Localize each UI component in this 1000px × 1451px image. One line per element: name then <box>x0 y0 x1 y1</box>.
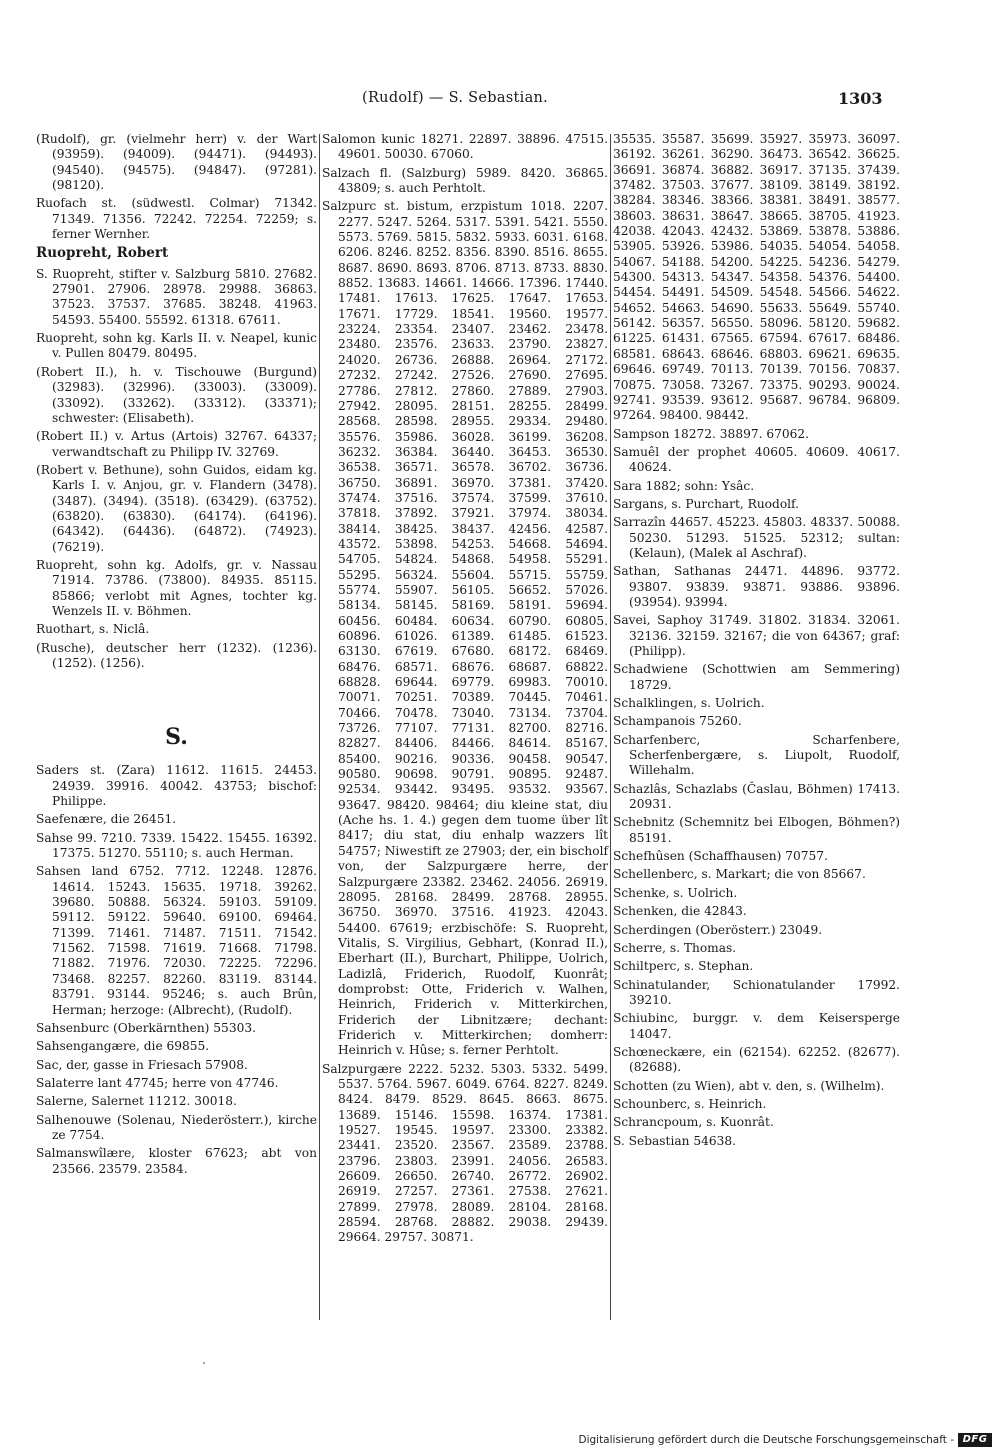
index-entry: Schotten (zu Wien), abt v. den, s. (Wilhelm). <box>613 1078 885 1093</box>
index-entry: Schounberc, s. Heinrich. <box>613 1096 767 1111</box>
index-entry: Ruopreht, sohn kg. Adolfs, gr. v. Nassau 71914. 73786. (73800). 84935. 85115. 85866; verlobt mit Agnes, tochter kg. Wenzels II. v. Böhmen. <box>36 557 317 618</box>
column-divider <box>610 134 611 1320</box>
index-entry: Ruothart, s. Niclâ. <box>36 622 150 637</box>
index-entry: Salomon kunic 18271. 22897. 38896. 47515. 49601. 50030. 67060. <box>322 132 608 162</box>
index-entry: Savei, Saphoy 31749. 31802. 31834. 32061. 32136. 32159. 32167; die von 64367; graf: (Philipp). <box>613 613 900 658</box>
index-entry: Salmanswîlære, kloster 67623; abt von 23566. 23579. 23584. <box>36 1146 317 1176</box>
index-entry: Salzpurc st. bistum, erzpistum 1018. 2207. 2277. 5247. 5264. 5317. 5391. 5421. 5550. 5573. 5769. 5815. 5832. 5933. 6031. 6168. 6206. 8246. 8252. 8356. 8390. 8516. 8655. 8687. 8690. 8693. 8706. 8713. 8733. 8830. 8852. 13683. 14661. 14666. 17396. 17440. 17481. 17613. 17625. 17647. 17653. 17671. 17729. 18541. 19560. 19577. 23224. 23354. 23407. 23462. 23478. 23480. 23576. 23633. 23790. 23827. 24020. 26736. 26888. 26964. 27172. 27232. 27242. 27526. 27690. 27695. 27786. 27812. 27860. 27889. 27903. 27942. 28095. 28151. 28255. 28499. 28568. 28598. 28955. 29334. 29480. 35576. 35986. 36028. 36199. 36208. 36232. 36384. 36440. 36453. 36530. 36538. 36571. 36578. 36702. 36736. 36750. 36891. 36970. 37381. 37420. 37474. 37516. 37574. 37599. 37610. 37818. 37892. 37921. 37974. 38034. 38414. 38425. 38437. 42456. 42587. 43572. 53898. 54253. 54668. 54694. 54705. 54824. 54868. 54958. 55291. 55295. 56324. 55604. 55715. 55759. 55774. 55907. 56105. 56652. 57026. 58134. 58145. 58169. 58191. 59694. 60456. 60484. 60634. 60790. 60805. 60896. 61026. 61389. 61485. 61523. 63130. 67619. 67680. 68172. 68469. 68476. 68571. 68676. 68687. 68822. 68828. 69644. 69779. 69983. 70010. 70071. 70251. 70389. 70445. 70461. 70466. 70478. 73040. 73134. 73704. 73726. 77107. 77131. 82700. 82716. 82827. 84406. 84466. 84614. 85167. 85400. 90216. 90336. 90458. 90547. 90580. 90698. 90791. 90895. 92487. 92534. 93442. 93495. 93532. 93567. 93647. 98420. 98464; diu kleine stat, diu (Ache hs. 1. 4.) gegen dem tuome über lît 8417; diu stat, diu enhalp wazzers lît 54757; Niwestift ze 27903; der, ein bischolf von, der Salzpurgære herre, der Salzpurgære 23382. 23462. 24056. 26919. 28095. 28168. 28499. 28768. 28955. 36750. 36970. 37516. 41923. 42043. 54400. 67619; erzbischöfe: S. Ruopreht, Vitalis, S. Virgilius, Gebhart, (Konrad II.), Eberhart (II.), Burchart, Philippe, Uolrich, Ladizlâ, Friderich, Ruodolf, Kuonrât; domprobst: Otte, Friderich v. Walhen, Heinrich, Friderich v. Mitterkirchen, Friderich der Libnitzære; dechant: Friderich v. Mitterkirchen; domherr: Heinrich v. Hûse; s. ferner Perhtolt. <box>322 199 609 1058</box>
page-header <box>0 90 1000 114</box>
index-entry: Salerne, Salernet 11212. 30018. <box>36 1094 237 1109</box>
index-entry: Scherdingen (Oberösterr.) 23049. <box>613 922 823 937</box>
index-entry: Salzach fl. (Salzburg) 5989. 8420. 36865. 43809; s. auch Perhtolt. <box>322 165 608 196</box>
index-entry: Schiubinc, burggr. v. dem Keisersperge 14047. <box>613 1011 900 1041</box>
index-entry: Sahsengangære, die 69855. <box>36 1039 210 1054</box>
index-entry: Schenke, s. Uolrich. <box>613 885 738 900</box>
index-entry: Schadwiene (Schottwien am Semmering) 18729. <box>613 662 900 692</box>
index-entry: (Rudolf), gr. (vielmehr herr) v. der Wart (93959). (94009). (94471). (94493). (94540). (94575). (94847). (97281). (98120). <box>36 132 317 193</box>
index-entry: Salhenouwe (Solenau, Niederösterr.), kirche ze 7754. <box>36 1112 317 1142</box>
index-entry: Scharfenberc, Scharfenbere, Scherfenbergære, s. Liupolt, Ruodolf, Willehalm. <box>613 732 900 778</box>
index-entry: Sahse 99. 7210. 7339. 15422. 15455. 16392. 17375. 51270. 55110; s. auch Herman. <box>36 830 317 861</box>
index-column-1 <box>36 132 317 1180</box>
index-entry: Schazlâs, Schazlabs (Časlau, Böhmen) 17413. 20931. <box>613 781 900 812</box>
dfg-logo: DFG <box>958 1433 992 1447</box>
index-column-2 <box>322 132 608 1249</box>
column-divider <box>319 134 320 1320</box>
index-entry: (Rusche), deutscher herr (1232). (1236). (1252). (1256). <box>36 640 317 670</box>
index-entry: Sac, der, gasse in Friesach 57908. <box>36 1057 248 1072</box>
index-column-3 <box>613 132 900 1152</box>
index-entry: Sahsen land 6752. 7712. 12248. 12876. 14614. 15243. 15635. 19718. 39262. 39680. 50888. 56324. 59103. 59109. 59112. 59122. 59640. 69100. 69464. 71399. 71461. 71487. 71511. 71542. 71562. 71598. 71619. 71668. 71798. 71882. 71976. 72030. 72225. 72296. 73468. 82257. 82260. 83119. 83144. 83791. 93144. 95246; s. auch Brûn, Herman; herzoge: (Albrecht), (Rudolf). <box>36 864 317 1017</box>
index-entry: (Robert II.), h. v. Tischouwe (Burgund) (32983). (32996). (33003). (33009). (33092). (33262). (33312). (33371); schwester: (Elisabeth). <box>36 364 317 425</box>
index-entry: Samuêl der prophet 40605. 40609. 40617. 40624. <box>613 444 900 475</box>
index-entry: S. Ruopreht, stifter v. Salzburg 5810. 27682. 27901. 27906. 28978. 29988. 36863. 37523. 37537. 37685. 38248. 41963. 54593. 55400. 55592. 61318. 67611. <box>36 266 317 327</box>
index-entry: (Robert II.) v. Artus (Artois) 32767. 64337; verwandtschaft zu Philipp IV. 32769. <box>36 429 317 459</box>
index-continuation: 35535. 35587. 35699. 35927. 35973. 36097. 36192. 36261. 36290. 36473. 36542. 36625. 36691. 36874. 36882. 36917. 37135. 37439. 37482. 37503. 37677. 38109. 38149. 38192. 38284. 38346. 38366. 38381. 38491. 38577. 38603. 38631. 38647. 38665. 38705. 41923. 42038. 42043. 42432. 53869. 53878. 53886. 53905. 53926. 53986. 54035. 54054. 54058. 54067. 54188. 54200. 54225. 54236. 54279. 54300. 54313. 54347. 54358. 54376. 54400. 54454. 54491. 54509. 54548. 54566. 54622. 54652. 54663. 54690. 55633. 55649. 55740. 56142. 56357. 56550. 58096. 58120. 59682. 61225. 61431. 67565. 67594. 67617. 68486. 68581. 68643. 68646. 68803. 69621. 69635. 69646. 69749. 70113. 70139. 70156. 70837. 70875. 73058. 73267. 73375. 90293. 90024. 92741. 93539. 93612. 95687. 96784. 96809. 97264. 98400. 98442. <box>613 132 900 423</box>
index-entry: Schellenberc, s. Markart; die von 85667. <box>613 867 866 882</box>
index-entry: Ruopreht, sohn kg. Karls II. v. Neapel, kunic v. Pullen 80479. 80495. <box>36 331 317 361</box>
index-entry: Salzpurgære 2222. 5232. 5303. 5332. 5499. 5537. 5764. 5967. 6049. 6764. 8227. 8249. 8424. 8479. 8529. 8645. 8663. 8675. 13689. 15146. 15598. 16374. 17381. 19527. 19545. 19597. 23300. 23382. 23441. 23520. 23567. 23589. 23788. 23796. 23803. 23991. 24056. 26583. 26609. 26650. 26740. 26772. 26902. 26919. 27257. 27361. 27538. 27621. 27899. 27978. 28089. 28104. 28168. 28594. 28768. 28882. 29038. 29439. 29664. 29757. 30871. <box>322 1061 608 1245</box>
index-entry: Schiltperc, s. Stephan. <box>613 959 754 974</box>
index-entry: Schalklingen, s. Uolrich. <box>613 696 765 711</box>
page-speck <box>203 1362 205 1364</box>
index-entry: Schenken, die 42843. <box>613 904 747 919</box>
index-entry: Schœneckære, ein (62154). 62252. (82677). (82688). <box>613 1044 900 1075</box>
index-entry: Sargans, s. Purchart, Ruodolf. <box>613 496 800 511</box>
index-entry: Schefhûsen (Schaffhausen) 70757. <box>613 849 828 864</box>
index-entry: Sarrazîn 44657. 45223. 45803. 48337. 50088. 50230. 51293. 51525. 52312; sultan: (Kelaun), (Malek al Aschraf). <box>613 515 900 560</box>
index-heading: Ruopreht, Robert <box>36 245 169 262</box>
index-entry: S. Sebastian 54638. <box>613 1133 736 1148</box>
index-entry: Sahsenburc (Oberkärnthen) 55303. <box>36 1020 256 1035</box>
index-entry: Sampson 18272. 38897. 67062. <box>613 426 809 441</box>
index-entry: Saefenære, die 26451. <box>36 812 177 827</box>
index-entry: Sathan, Sathanas 24471. 44896. 93772. 93807. 93839. 93871. 93886. 93896. (93954). 93994. <box>613 564 900 609</box>
index-entry: Schebnitz (Schemnitz bei Elbogen, Böhmen?) 85191. <box>613 815 900 845</box>
index-entry: (Robert v. Bethune), sohn Guidos, eidam kg. Karls I. v. Anjou, gr. v. Flandern (3478). (3487). (3494). (3518). (63429). (63752). (63820). (63830). (64174). (64196). (64342). (64436). (64872). (74923). (76219). <box>36 462 317 554</box>
section-letter: S. <box>165 724 188 751</box>
footer-credit: Digitalisierung gefördert durch die Deutsche Forschungsgemeinschaft - <box>578 1434 954 1446</box>
index-entry: Salaterre lant 47745; herre von 47746. <box>36 1075 279 1090</box>
index-entry: Schampanois 75260. <box>613 714 742 729</box>
index-entry: Scherre, s. Thomas. <box>613 940 737 955</box>
index-entry: Saders st. (Zara) 11612. 11615. 24453. 24939. 39916. 40042. 43753; bischof: Philippe. <box>36 763 317 809</box>
index-entry: Sara 1882; sohn: Ysâc. <box>613 478 755 493</box>
running-title: (Rudolf) — S. Sebastian. <box>362 90 549 106</box>
index-entry: Ruofach st. (südwestl. Colmar) 71342. 71349. 71356. 72242. 72254. 72259; s. ferner Wernher. <box>36 196 317 242</box>
digitization-footer <box>0 1431 1000 1451</box>
index-entry: Schinatulander, Schionatulander 17992. 39210. <box>613 977 900 1007</box>
index-entry: Schrancpoum, s. Kuonrât. <box>613 1115 774 1130</box>
page-number: 1303 <box>838 89 883 108</box>
